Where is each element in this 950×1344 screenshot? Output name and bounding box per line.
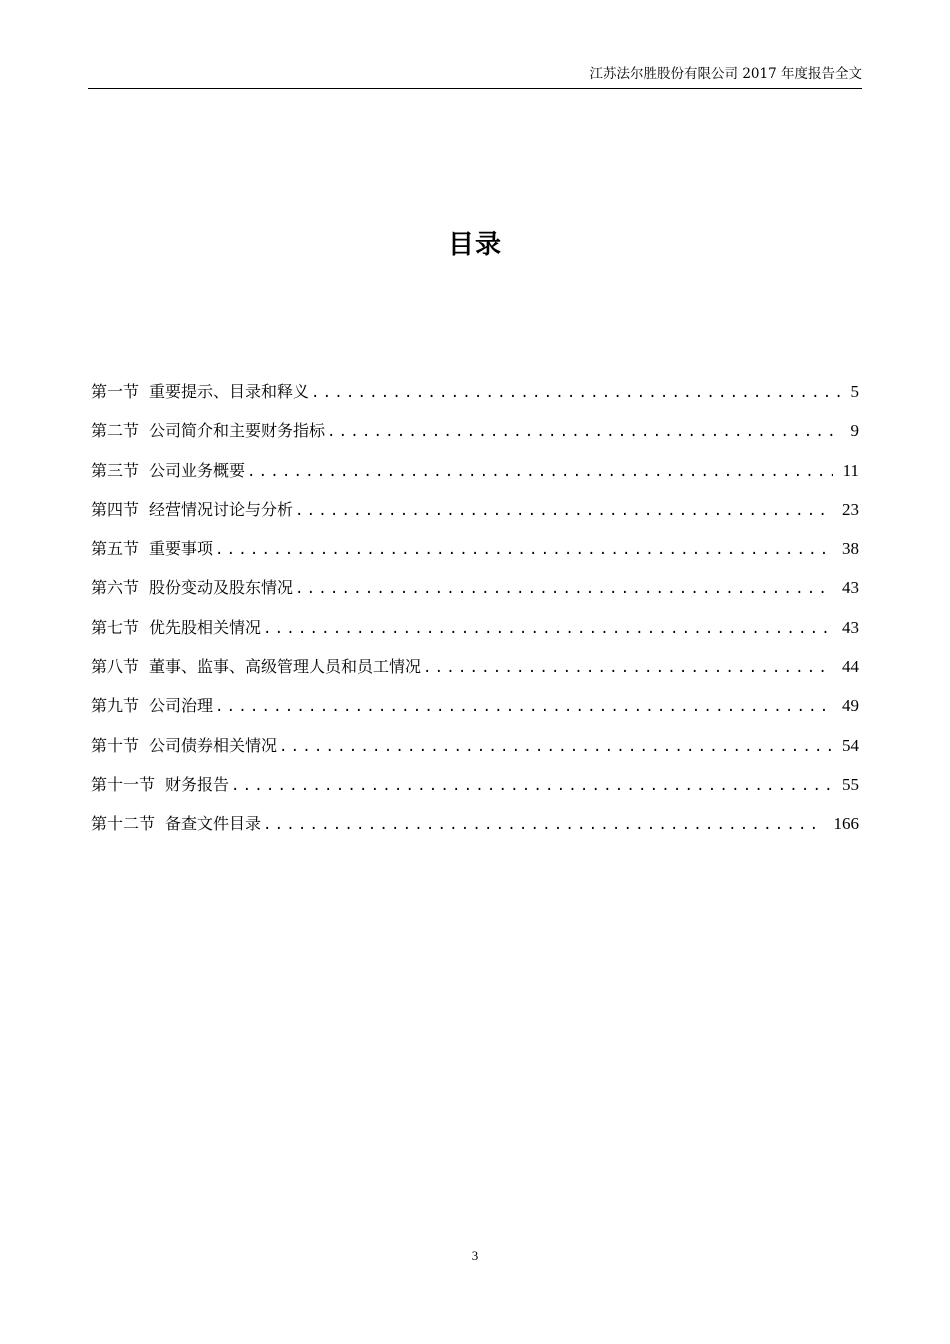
toc-page-number: 49 xyxy=(842,696,859,716)
toc-label xyxy=(91,734,277,758)
toc-section: 第十一节 xyxy=(91,774,156,794)
page-header xyxy=(88,62,862,89)
toc-label xyxy=(91,694,213,718)
toc-page-number: 11 xyxy=(842,460,859,480)
toc-section: 第五节 xyxy=(91,539,140,559)
toc-item[interactable] xyxy=(91,655,859,694)
toc-section: 第十二节 xyxy=(91,814,156,834)
toc-section: 第九节 xyxy=(91,696,140,716)
toc-title: 股份变动及股东情况 xyxy=(149,578,294,598)
toc-section: 第十节 xyxy=(91,735,140,755)
toc-title: 公司业务概要 xyxy=(149,460,246,480)
toc-label xyxy=(91,773,229,797)
toc-label xyxy=(91,616,261,640)
toc-item[interactable] xyxy=(91,616,859,655)
toc-label xyxy=(91,655,421,679)
toc-dot-leader xyxy=(295,499,832,523)
toc-item[interactable] xyxy=(91,694,859,733)
toc-dot-leader xyxy=(231,774,832,798)
toc-label xyxy=(91,812,261,836)
toc-page-number: 23 xyxy=(842,499,859,519)
toc-dot-leader xyxy=(327,420,840,444)
toc-dot-leader xyxy=(215,695,832,719)
toc-title: 公司治理 xyxy=(149,696,214,716)
toc-section: 第一节 xyxy=(91,382,140,401)
toc-label xyxy=(91,576,293,600)
toc-section: 第二节 xyxy=(91,421,140,441)
toc-label xyxy=(91,459,245,483)
toc-item[interactable] xyxy=(91,773,859,812)
toc-section: 第七节 xyxy=(91,617,140,637)
toc-item[interactable] xyxy=(91,734,859,773)
toc-page-number: 43 xyxy=(842,578,859,598)
toc-section: 第六节 xyxy=(91,578,140,598)
toc-dot-leader xyxy=(263,617,832,641)
toc-dot-leader xyxy=(311,381,840,405)
toc-dot-leader xyxy=(215,538,832,562)
toc-title: 优先股相关情况 xyxy=(149,617,262,637)
toc-item[interactable] xyxy=(91,576,859,615)
toc-title: 董事、监事、高级管理人员和员工情况 xyxy=(149,657,422,677)
toc-page-number: 166 xyxy=(833,814,859,834)
toc-title: 财务报告 xyxy=(165,774,230,794)
toc-item[interactable] xyxy=(91,537,859,576)
toc-item[interactable] xyxy=(91,498,859,537)
toc-title: 经营情况讨论与分析 xyxy=(149,499,294,519)
toc-title: 公司债券相关情况 xyxy=(149,735,278,755)
page-number: 3 xyxy=(471,1248,479,1263)
toc-page-number: 38 xyxy=(842,539,859,559)
toc-label xyxy=(91,380,309,404)
table-of-contents xyxy=(91,380,859,852)
toc-section: 第三节 xyxy=(91,460,140,480)
toc-title: 备查文件目录 xyxy=(165,814,262,834)
toc-dot-leader xyxy=(263,813,823,837)
toc-page-number: 54 xyxy=(842,735,859,755)
toc-label xyxy=(91,537,213,561)
toc-title: 公司简介和主要财务指标 xyxy=(149,421,326,441)
page-title: 目录 xyxy=(447,230,502,260)
toc-dot-leader xyxy=(279,735,832,759)
toc-item[interactable] xyxy=(91,812,859,851)
toc-dot-leader xyxy=(295,577,832,601)
toc-title: 重要事项 xyxy=(149,539,214,559)
toc-page-number: 55 xyxy=(842,774,859,794)
toc-dot-leader xyxy=(247,460,833,484)
toc-page-number: 43 xyxy=(842,617,859,637)
toc-item[interactable] xyxy=(91,459,859,498)
toc-label xyxy=(91,498,293,522)
toc-dot-leader xyxy=(423,656,832,680)
toc-item[interactable] xyxy=(91,380,859,419)
toc-section: 第四节 xyxy=(91,499,140,519)
toc-section: 第八节 xyxy=(91,657,140,677)
toc-title: 重要提示、目录和释义 xyxy=(149,382,310,401)
toc-label xyxy=(91,419,325,443)
toc-page-number: 5 xyxy=(850,382,859,401)
toc-page-number: 44 xyxy=(842,657,859,677)
header-text: 江苏法尔胜股份有限公司 2017 年度报告全文 xyxy=(589,66,862,82)
toc-page-number: 9 xyxy=(850,421,859,441)
toc-item[interactable] xyxy=(91,419,859,458)
